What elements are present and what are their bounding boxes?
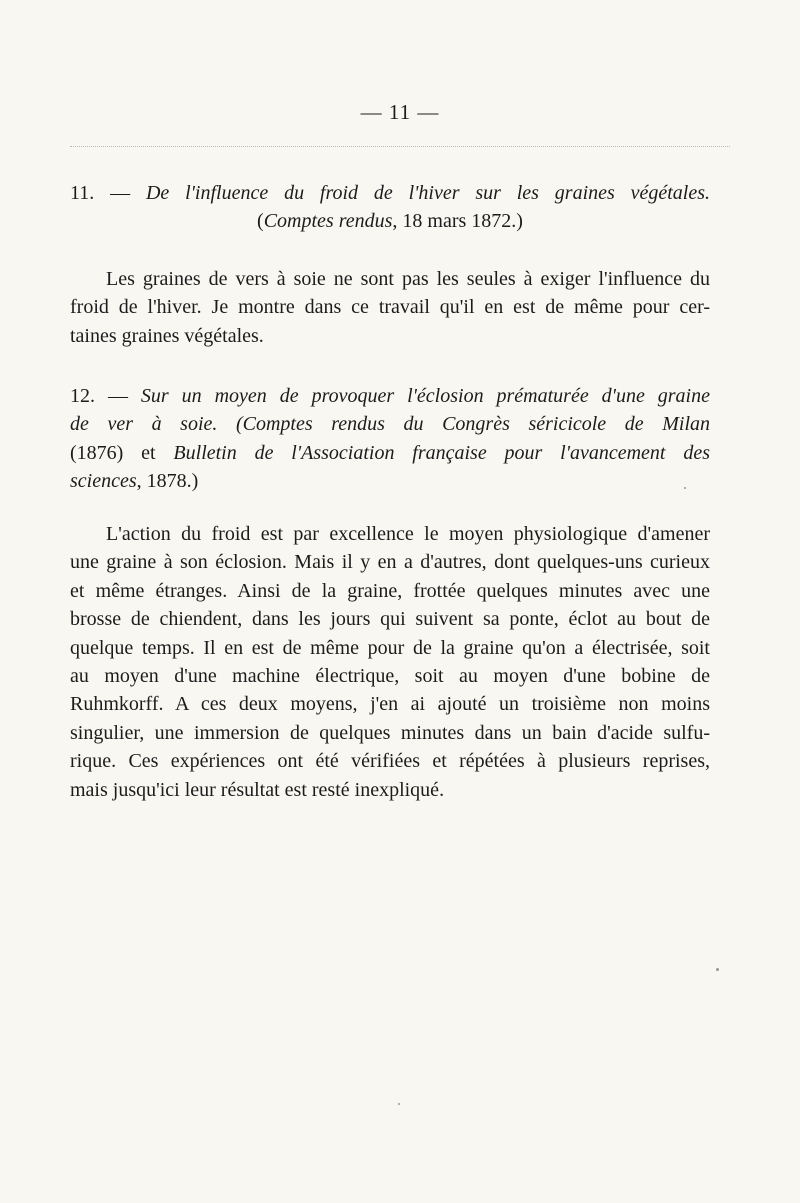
paper-speck — [398, 1103, 400, 1105]
entry-11-ref-date: , 18 mars 1872.) — [392, 210, 523, 233]
entry-12-number: 12. — [70, 385, 95, 407]
page-number: — 11 — — [360, 100, 440, 124]
paragraph-line: au moyen d'une machine électrique, soit au moyen d'une bobine de — [70, 665, 710, 688]
entry-12-title-line-1 — [70, 382, 710, 410]
paper-speck — [716, 968, 719, 971]
entry-12-paragraph — [70, 520, 710, 804]
entry-12-ref-line-4 — [70, 467, 710, 495]
entry-12-title-line-2 — [70, 410, 710, 438]
entry-11-dash: — — [110, 182, 131, 204]
entry-11-title-line — [70, 179, 710, 207]
paragraph-line: Les graines de vers à soie ne sont pas les seules à exiger l'influence du — [106, 268, 710, 290]
entry-11-number: 11. — [70, 182, 95, 204]
entry-12-ref-congress: (Comptes rendus du Congrès séricicole de Milan — [235, 413, 710, 436]
entry-12-dash: — — [107, 385, 128, 407]
paragraph-line: rique. Ces expériences ont été vérifiées et répétées à plusieurs reprises, — [70, 750, 710, 773]
entry-12-ref-line-3 — [70, 439, 710, 467]
paragraph-line: mais jusqu'ici leur résultat est resté inexpliqué. — [70, 778, 445, 801]
paragraph-line: singulier, une immersion de quelques minutes dans un bain d'acide sulfu- — [70, 721, 710, 744]
entry-12-ref-year: (1876) et — [70, 441, 174, 464]
entry-11-title: De l'influence du froid de l'hiver sur les graines végétales. — [145, 182, 711, 204]
header-rule — [70, 146, 730, 147]
entry-11-ref-paren: ( — [257, 210, 264, 233]
entry-12-title-part-1: Sur un moyen de provoquer l'éclosion prématurée d'une graine — [140, 385, 710, 407]
paragraph-line: quelque temps. Il en est de même pour de la graine qu'on a électrisée, soit — [70, 636, 710, 659]
entry-12-ref-end: , 1878.) — [136, 470, 199, 493]
entry-11-ref-journal: Comptes rendus — [263, 210, 393, 233]
paragraph-line: brosse de chiendent, dans les jours qui suivent sa ponte, éclot au bout de — [70, 608, 710, 631]
entry-12-heading — [70, 382, 710, 496]
paragraph-line: Ruhmkorff. A ces deux moyens, j'en ai ajouté un troisième non moins — [70, 693, 710, 716]
entry-11-heading — [70, 179, 710, 236]
paragraph-line: et même étranges. Ainsi de la graine, frottée quelques minutes avec une — [70, 579, 710, 602]
entry-12-ref-sciences: sciences — [70, 470, 137, 493]
paragraph-line: une graine à son éclosion. Mais il y en a d'autres, dont quelques-uns curieux — [70, 551, 710, 574]
entry-12-title-part-2: de ver à soie. — [70, 413, 218, 436]
paragraph-line: froid de l'hiver. Je montre dans ce travail qu'il en est de même pour cer- — [70, 296, 710, 319]
paragraph-line: L'action du froid est par excellence le moyen physiologique d'amener — [106, 523, 710, 545]
entry-11-paragraph — [70, 265, 710, 350]
entry-12-ref-bulletin: Bulletin de l'Association française pour l'avancement des — [173, 441, 710, 464]
paragraph-line: taines graines végétales. — [70, 324, 264, 347]
entry-11-reference — [70, 207, 710, 235]
paper-speck — [684, 487, 686, 489]
